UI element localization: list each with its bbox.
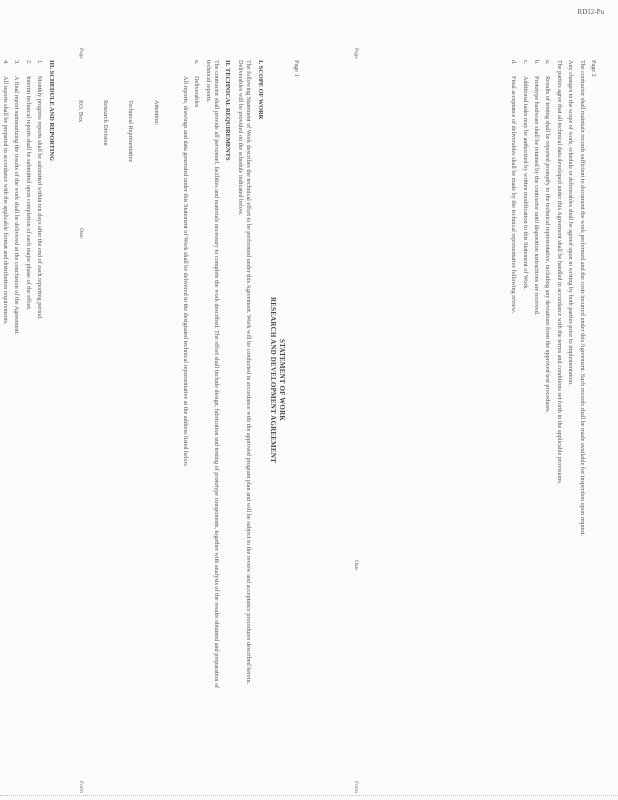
list-item: 2. Interim technical reports shall be submitted upon completion of each major phase of the effort.	[24, 60, 32, 311]
section-a-title: I. SCOPE OF WORK	[256, 60, 264, 120]
footer-left: Form	[353, 781, 359, 794]
para-3: The parties agree that all technical data developed under this Agreement shall be handled in accordance with the terms and conditions set forth in the applicable provisions.	[555, 60, 563, 485]
list-item: c. Additional tasks may be authorized by written modification to this Statement of Work.	[521, 60, 529, 291]
list-item: 4. All reports shall be prepared in accordance with the applicable format and distribution requirements.	[2, 60, 10, 325]
item-1-text: All reports, drawings and data generated under this Statement of Work shall be delivered to the designated technical representative at the address listed below.	[181, 76, 189, 468]
list-item: 1. Monthly progress reports shall be submitted within ten days after the end of each reporting period.	[36, 60, 44, 320]
para-2: Any changes to the scope of work, schedule or deliverables shall be agreed upon in writing by both parties prior to implementation.	[567, 60, 575, 386]
intro-text: The contractor shall maintain records sufficient to document the work performed and the costs incurred under this Agreement. Such records shall be made available for inspection upon request.	[578, 60, 586, 536]
right-page-label: Page 2	[590, 60, 597, 77]
right-page-content	[509, 60, 597, 700]
left-page-label: Page 1	[293, 60, 300, 77]
section-c-title: III. SCHEDULE AND REPORTING	[47, 60, 55, 161]
doc-subtitle: RESEARCH AND DEVELOPMENT AGREEMENT	[268, 297, 277, 463]
item-1-title: Deliverables	[193, 76, 201, 108]
bottom-divider	[0, 795, 618, 796]
list-item: 3. A final report summarizing the results of the work shall be delivered at the conclusion of the Agreement.	[13, 60, 21, 335]
section-b-text: The contractor shall provide all personnel, facilities and materials necessary to complete the work described. The effort shall include design, fabrication and testing of prototype components, together with analysis of the results obtained and preparation of technical reports.	[204, 60, 220, 690]
doc-title: STATEMENT OF WORK	[277, 339, 286, 421]
address-block	[59, 100, 177, 700]
footer-left: Form	[78, 781, 84, 794]
list-item: d. Final acceptance of deliverables shall be made by the technical representative following review.	[510, 60, 518, 314]
address-line: Research Division	[102, 100, 110, 146]
address-line: P.O. Box	[76, 100, 84, 123]
section-a-text: The following Statement of Work describes the technical effort to be performed under this Agreement. Work will be conducted in accordance with the approved program plan and will be subject to the review and acceptance procedures described herein. Deliverables will be provided on the schedule indicated below.	[236, 60, 253, 686]
footer-mid: Date	[78, 228, 84, 239]
footer-right: Page	[353, 48, 359, 59]
section-b-title: II. TECHNICAL REQUIREMENTS	[224, 60, 232, 161]
left-page-content	[1, 60, 300, 700]
address-line: Attention:	[152, 100, 160, 126]
list-item: a. Results of testing shall be reported promptly to the technical representative, including any deviations from the approved test procedures.	[544, 60, 552, 414]
footer-right: Page	[78, 48, 84, 59]
corner-id: RD12-Pu	[577, 8, 604, 16]
right-page	[309, 0, 618, 800]
footer-mid: Date	[353, 560, 359, 571]
address-line: Technical Representative	[127, 100, 135, 163]
list-item: b. Prototype hardware shall be retained by the contractor until disposition instructions are received.	[532, 60, 540, 316]
list-item: a. Deliverables	[193, 60, 201, 108]
